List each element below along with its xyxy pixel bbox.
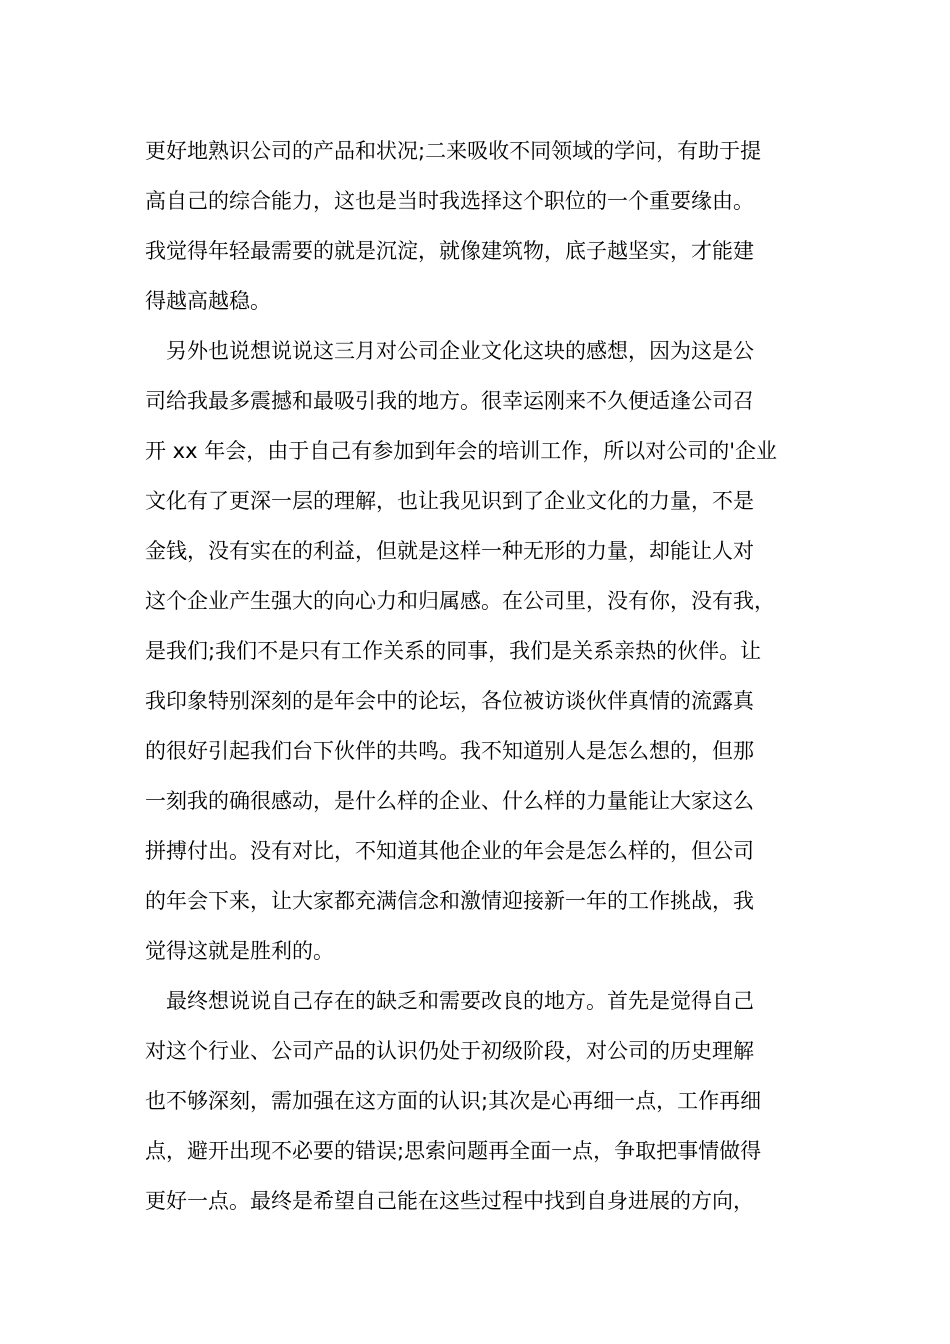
text-line: 一刻我的确很感动，是什么样的企业、什么样的力量能让大家这么 [145,789,754,813]
text-line: 这个企业产生强大的向心力和归属感。在公司里，没有你，没有我， [145,589,775,613]
text-line: 的年会下来，让大家都充满信念和激情迎接新一年的工作挑战，我 [145,889,754,913]
text-line: 高自己的综合能力，这也是当时我选择这个职位的一个重要缘由。 [145,189,754,213]
text-line: 我觉得年轻最需要的就是沉淀，就像建筑物，底子越坚实，才能建 [145,239,754,263]
text-line: 得越高越稳。 [145,289,271,313]
paragraph-start-line: 另外也说想说说这三月对公司企业文化这块的感想，因为这是公 [166,339,754,363]
text-line: 司给我最多震撼和最吸引我的地方。很幸运刚来不久便适逢公司召 [145,389,754,413]
text-line: 觉得这就是胜利的。 [145,939,334,963]
text-line: 对这个行业、公司产品的认识仍处于初级阶段，对公司的历史理解 [145,1039,754,1063]
text-line: 拼搏付出。没有对比，不知道其他企业的年会是怎么样的，但公司 [145,839,754,863]
text-line: 是我们;我们不是只有工作关系的同事，我们是关系亲热的伙伴。让 [145,639,762,663]
text-line: 点，避开出现不必要的错误;思索问题再全面一点，争取把事情做得 [145,1139,762,1163]
text-line: 开 xx 年会，由于自己有参加到年会的培训工作，所以对公司的'企业 [145,439,777,463]
text-line: 文化有了更深一层的理解，也让我见识到了企业文化的力量，不是 [145,489,754,513]
text-line: 更好一点。最终是希望自己能在这些过程中找到自身进展的方向， [145,1189,754,1213]
document-body [145,126,815,1226]
paragraph-start-line: 最终想说说自己存在的缺乏和需要改良的地方。首先是觉得自己 [166,989,754,1013]
text-line: 的很好引起我们台下伙伴的共鸣。我不知道别人是怎么想的，但那 [145,739,754,763]
text-line: 我印象特别深刻的是年会中的论坛，各位被访谈伙伴真情的流露真 [145,689,754,713]
text-line: 也不够深刻，需加强在这方面的认识;其次是心再细一点，工作再细 [145,1089,762,1113]
text-line: 金钱，没有实在的利益，但就是这样一种无形的力量，却能让人对 [145,539,754,563]
text-line: 更好地熟识公司的产品和状况;二来吸收不同领域的学问，有助于提 [145,139,762,163]
